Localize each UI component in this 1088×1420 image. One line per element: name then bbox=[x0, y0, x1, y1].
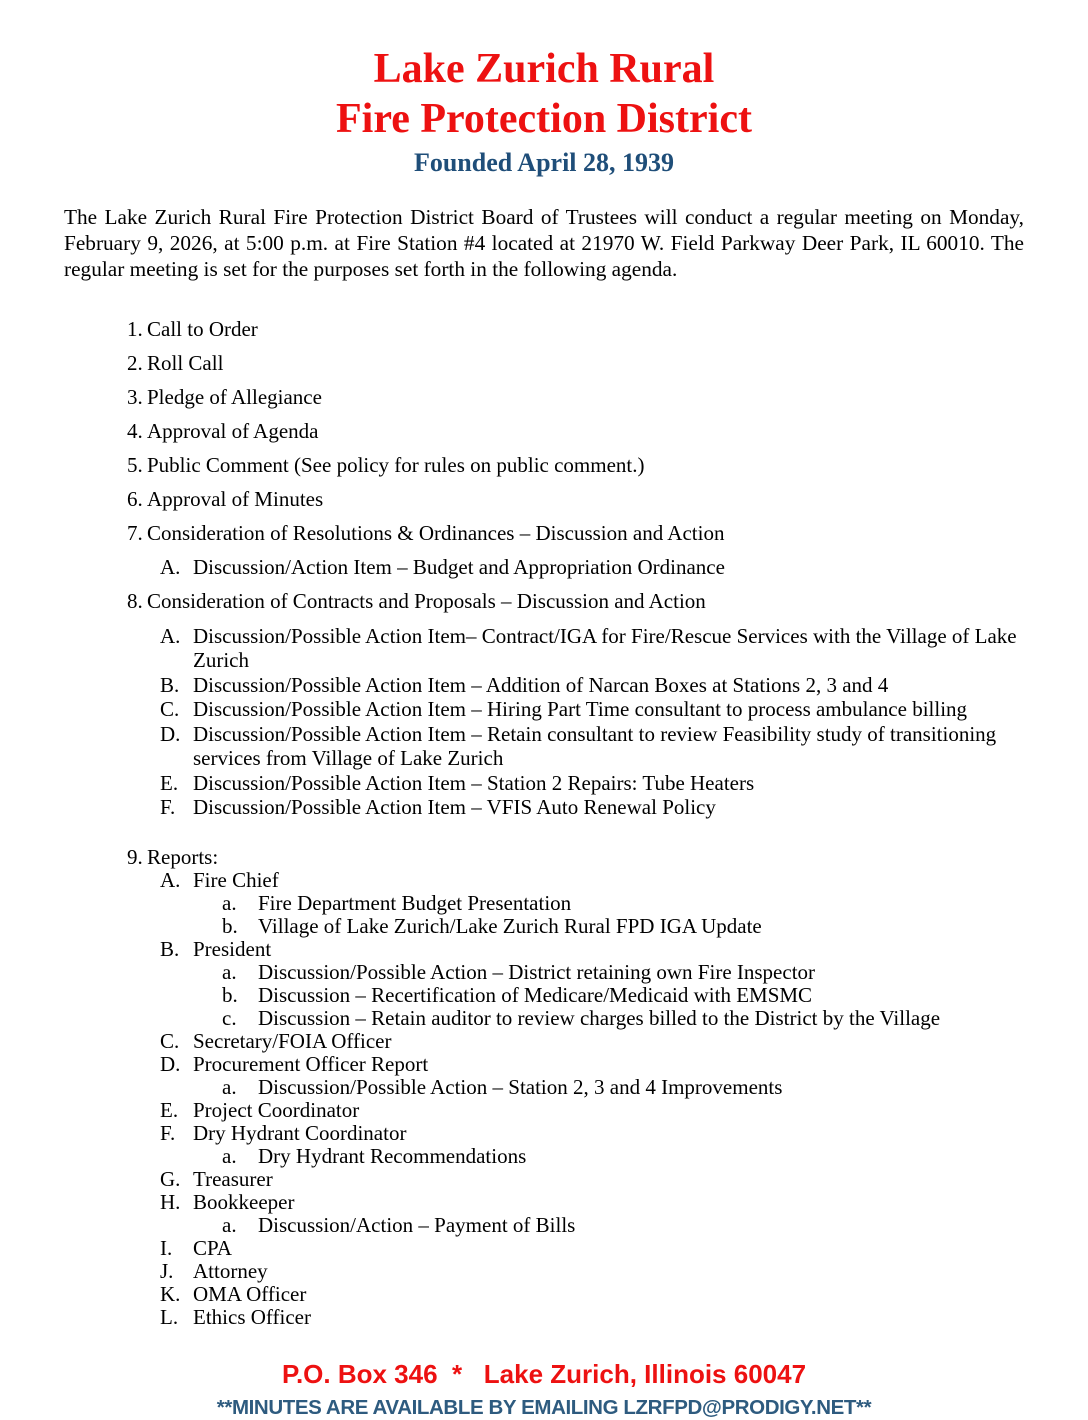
agenda-item-text: Discussion/Possible Action Item – Hiring Part Time consultant to process ambulance billing bbox=[193, 697, 968, 722]
agenda-item-text: Discussion/Possible Action – District retaining own Fire Inspector bbox=[258, 959, 816, 984]
agenda-item-text: Discussion/Possible Action Item – VFIS Auto Renewal Policy bbox=[193, 795, 716, 820]
agenda-item bbox=[64, 1214, 1024, 1237]
agenda-item-text: Discussion – Retain auditor to review charges billed to the District by the Village bbox=[258, 1005, 941, 1030]
agenda-item bbox=[64, 522, 1024, 545]
agenda-item bbox=[64, 1030, 1024, 1053]
agenda-item bbox=[64, 1168, 1024, 1191]
agenda-item-text: Discussion – Recertification of Medicare/Medicaid with EMSMC bbox=[258, 982, 813, 1007]
agenda-item-label: E. bbox=[160, 770, 179, 795]
agenda-item-label: 3. bbox=[127, 384, 143, 409]
footer-address: P.O. Box 346 * Lake Zurich, Illinois 60047 bbox=[281, 1358, 807, 1389]
agenda-item bbox=[64, 984, 1024, 1007]
agenda-item-text: Consideration of Contracts and Proposals – Discussion and Action bbox=[147, 588, 706, 613]
agenda-item-text: Treasurer bbox=[193, 1166, 273, 1191]
agenda-item bbox=[64, 1076, 1024, 1099]
agenda-item bbox=[64, 318, 1024, 341]
agenda-item-label: G. bbox=[160, 1166, 181, 1191]
agenda-item-text: Ethics Officer bbox=[193, 1304, 311, 1329]
agenda-item-label: L. bbox=[160, 1304, 179, 1329]
agenda-item-label: b. bbox=[222, 982, 238, 1007]
agenda-item-text: Call to Order bbox=[147, 316, 258, 341]
agenda-item-label: 2. bbox=[127, 350, 143, 375]
agenda-item-text: Pledge of Allegiance bbox=[147, 384, 322, 409]
agenda-item bbox=[64, 938, 1024, 961]
agenda-item bbox=[64, 1191, 1024, 1214]
agenda-item-label: a. bbox=[222, 1143, 237, 1168]
agenda-item-text: Dry Hydrant Recommendations bbox=[258, 1143, 527, 1168]
agenda-item-text: Discussion/Possible Action – Station 2, 3 and 4 Improvements bbox=[258, 1074, 783, 1099]
agenda-item-text: Discussion/Possible Action Item – Addition of Narcan Boxes at Stations 2, 3 and 4 bbox=[193, 672, 889, 697]
agenda-item-text: Discussion/Possible Action Item – Station 2 Repairs: Tube Heaters bbox=[193, 770, 755, 795]
agenda-item bbox=[64, 386, 1024, 409]
agenda-item-label: H. bbox=[160, 1189, 181, 1214]
agenda-item-label: a. bbox=[222, 1074, 237, 1099]
agenda-item bbox=[64, 697, 1024, 722]
footer-minutes-note: **MINUTES ARE AVAILABLE BY EMAILING LZRFPD@PRODIGY.NET** bbox=[216, 1395, 872, 1419]
agenda-item-label: B. bbox=[160, 672, 180, 697]
agenda-item bbox=[64, 624, 1024, 673]
agenda-item bbox=[64, 556, 1024, 579]
agenda-item-label: 8. bbox=[127, 588, 143, 613]
agenda-item bbox=[64, 771, 1024, 796]
agenda-item-label: F. bbox=[160, 1120, 176, 1145]
agenda-item-label: c. bbox=[222, 1005, 237, 1030]
agenda-item bbox=[64, 454, 1024, 477]
agenda-item bbox=[64, 1237, 1024, 1260]
agenda-item bbox=[64, 673, 1024, 698]
agenda-item-text: Village of Lake Zurich/Lake Zurich Rural FPD IGA Update bbox=[258, 913, 762, 938]
agenda-item-text: Discussion/Action Item – Budget and Appropriation Ordinance bbox=[193, 554, 725, 579]
agenda-item bbox=[64, 488, 1024, 511]
agenda-item bbox=[64, 1145, 1024, 1168]
document-title-line1: Lake Zurich Rural bbox=[373, 46, 715, 92]
agenda-item-text: Secretary/FOIA Officer bbox=[193, 1028, 392, 1053]
agenda-item-label: E. bbox=[160, 1097, 179, 1122]
agenda-item-label: D. bbox=[160, 721, 181, 746]
agenda-item-text: Fire Department Budget Presentation bbox=[258, 890, 572, 915]
document-title-line2: Fire Protection District bbox=[336, 96, 752, 143]
agenda-item bbox=[64, 590, 1024, 613]
agenda-item-text: Approval of Minutes bbox=[147, 486, 324, 511]
agenda-item-text: Roll Call bbox=[147, 350, 224, 375]
agenda-item-label: B. bbox=[160, 936, 180, 961]
agenda-item bbox=[64, 795, 1024, 820]
agenda-item-label: 6. bbox=[127, 486, 143, 511]
agenda-item bbox=[64, 352, 1024, 375]
agenda-item-text: Attorney bbox=[193, 1258, 268, 1283]
agenda-item-text: Discussion/Possible Action Item– Contract/IGA for Fire/Rescue Services with the Village of Lake Zurich bbox=[193, 623, 1017, 673]
agenda-item-text: CPA bbox=[193, 1235, 232, 1260]
agenda-item-text: President bbox=[193, 936, 272, 961]
agenda-item-label: C. bbox=[160, 697, 180, 722]
agenda-item bbox=[64, 1306, 1024, 1329]
agenda-item bbox=[64, 1283, 1024, 1306]
agenda-item bbox=[64, 1053, 1024, 1076]
intro-paragraph: The Lake Zurich Rural Fire Protection District Board of Trustees will conduct a regular meeting on Monday, February 9, 2026, at 5:00 p.m. at Fire Station #4 located at 21970 W. Field Parkway Deer Park, IL 60010. The regular meeting is set for the purposes set forth in the following agenda. bbox=[64, 204, 1024, 281]
agenda-item bbox=[64, 722, 1024, 771]
agenda-item-text: Procurement Officer Report bbox=[193, 1051, 429, 1076]
agenda-item-text: Dry Hydrant Coordinator bbox=[193, 1120, 407, 1145]
agenda-item-label: J. bbox=[160, 1258, 174, 1283]
agenda-item-label: A. bbox=[160, 623, 181, 648]
agenda-item-label: A. bbox=[160, 554, 181, 579]
agenda-item-label: 4. bbox=[127, 418, 143, 443]
agenda-item-label: a. bbox=[222, 959, 237, 984]
agenda-item-label: 9. bbox=[127, 844, 143, 869]
founded-date-line: Founded April 28, 1939 bbox=[413, 147, 675, 177]
agenda-item-text: Discussion/Possible Action Item – Retain consultant to review Feasibility study of transitioning services from Village of Lake Zurich bbox=[193, 721, 997, 771]
agenda-item-label: 7. bbox=[127, 520, 143, 545]
agenda-item-label: I. bbox=[160, 1235, 173, 1260]
agenda-item-text: Consideration of Resolutions & Ordinances – Discussion and Action bbox=[147, 520, 725, 545]
agenda-item-label: K. bbox=[160, 1281, 181, 1306]
agenda-item-label: A. bbox=[160, 867, 181, 892]
agenda-item bbox=[64, 420, 1024, 443]
agenda-item bbox=[64, 1122, 1024, 1145]
agenda-item-label: 1. bbox=[127, 316, 143, 341]
agenda-item bbox=[64, 892, 1024, 915]
agenda-item bbox=[64, 1260, 1024, 1283]
agenda-item bbox=[64, 1099, 1024, 1122]
agenda-item-label: 5. bbox=[127, 452, 143, 477]
agenda-item-label: b. bbox=[222, 913, 238, 938]
agenda-item-text: Public Comment (See policy for rules on public comment.) bbox=[147, 452, 645, 477]
agenda-item-text: Project Coordinator bbox=[193, 1097, 360, 1122]
agenda-item-text: Discussion/Action – Payment of Bills bbox=[258, 1212, 576, 1237]
agenda-list bbox=[64, 318, 1024, 1329]
agenda-item-text: OMA Officer bbox=[193, 1281, 307, 1306]
agenda-item bbox=[64, 846, 1024, 869]
agenda-item-label: F. bbox=[160, 795, 176, 820]
agenda-item-label: a. bbox=[222, 890, 237, 915]
agenda-item-label: a. bbox=[222, 1212, 237, 1237]
agenda-item-text: Reports: bbox=[147, 844, 219, 869]
agenda-item-label: C. bbox=[160, 1028, 180, 1053]
agenda-item-text: Approval of Agenda bbox=[147, 418, 319, 443]
agenda-item bbox=[64, 869, 1024, 892]
agenda-item bbox=[64, 1007, 1024, 1030]
agenda-item bbox=[64, 915, 1024, 938]
agenda-item bbox=[64, 961, 1024, 984]
agenda-item-text: Bookkeeper bbox=[193, 1189, 295, 1214]
agenda-item-text: Fire Chief bbox=[193, 867, 279, 892]
agenda-item-label: D. bbox=[160, 1051, 181, 1076]
